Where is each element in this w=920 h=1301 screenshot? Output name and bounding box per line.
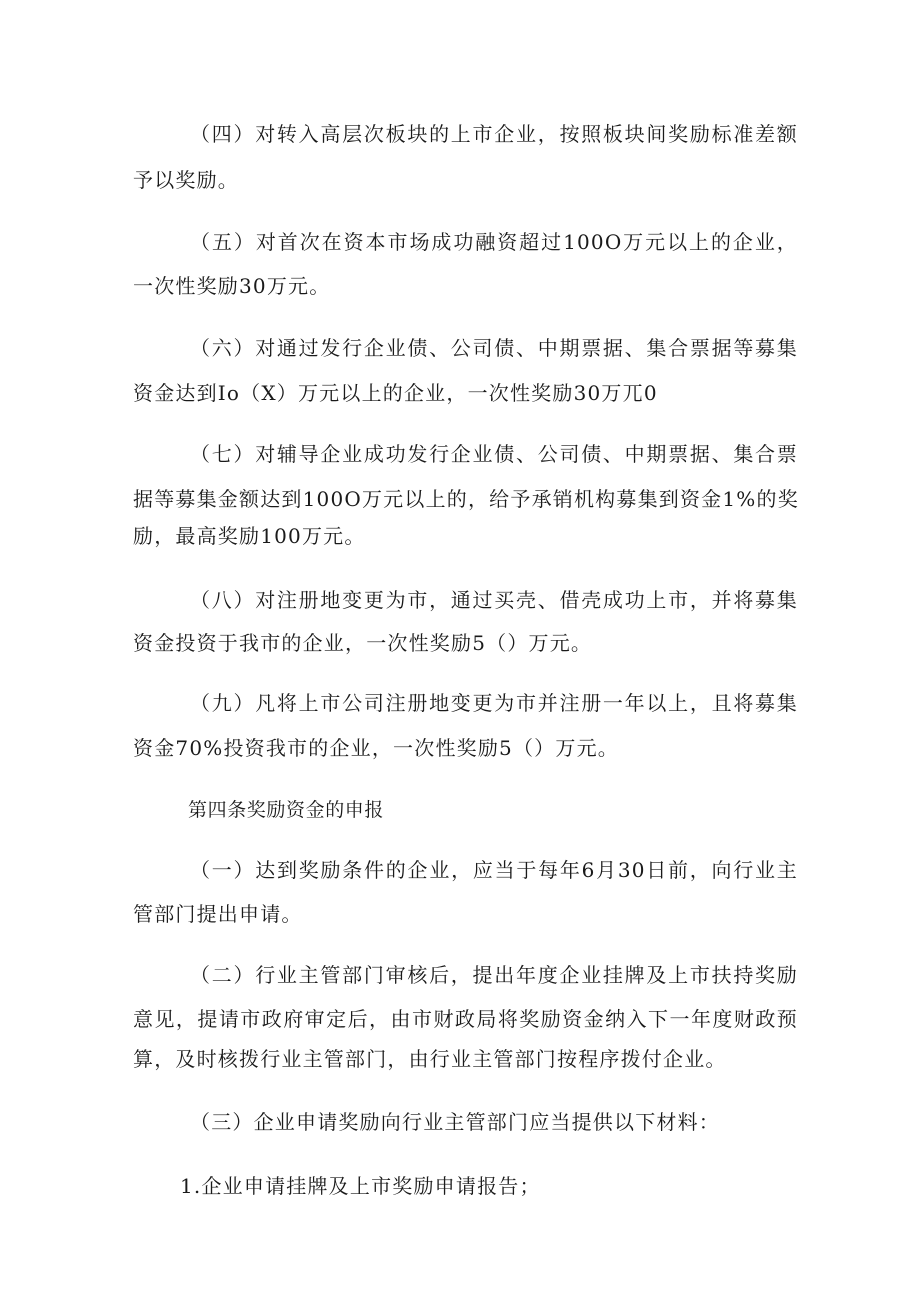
section-2-line-3: 算，及时核拨行业主管部门，由行业主管部门按程序拨付企业。 [133,1047,727,1071]
section-2-line-2: 意见，提请市政府审定后，由市财政局将奖励资金纳入下一年度财政预 [133,1007,798,1031]
article-4-heading: 第四条奖励资金的申报 [188,799,385,821]
paragraph-6-line-2: 资金达到Io（X）万元以上的企业，一次性奖励30万兀0 [133,381,658,405]
paragraph-8-line-1: （八）对注册地变更为市，通过买壳、借壳成功上市，并将募集 [190,588,798,612]
paragraph-7-line-2: 据等募集金额达到100O万元以上的，给予承销机构募集到资金1%的奖 [133,487,799,511]
paragraph-4-line-2: 予以奖励。 [133,168,239,192]
paragraph-6-line-1: （六）对通过发行企业债、公司债、中期票据、集合票据等募集 [190,336,798,360]
paragraph-9-line-2: 资金70%投资我市的企业，一次性奖励5（）万元。 [133,736,619,760]
paragraph-4-line-1: （四）对转入高层次板块的上市企业，按照板块间奖励标准差额 [190,122,798,146]
section-1-line-1: （一）达到奖励条件的企业，应当于每年6月30日前，向行业主 [190,858,798,882]
paragraph-8-line-2: 资金投资于我市的企业，一次性奖励5（）万元。 [133,631,593,655]
material-item-1: 1.企业申请挂牌及上市奖励申请报告； [180,1174,541,1198]
paragraph-7-line-1: （七）对辅导企业成功发行企业债、公司债、中期票据、集合票 [190,442,798,466]
section-2-line-1: （二）行业主管部门审核后，提出年度企业挂牌及上市扶持奖励 [190,963,798,987]
paragraph-7-line-3: 励，最高奖励100万元。 [133,524,366,548]
paragraph-9-line-1: （九）凡将上市公司注册地变更为市并注册一年以上，且将募集 [190,691,798,715]
paragraph-5-line-1: （五）对首次在资本市场成功融资超过100O万元以上的企业， [190,230,798,254]
paragraph-5-line-2: 一次性奖励30万元。 [133,274,331,298]
section-1-line-2: 管部门提出申请。 [133,902,303,926]
section-3-line-1: （三）企业申请奖励向行业主管部门应当提供以下材料： [190,1110,720,1134]
